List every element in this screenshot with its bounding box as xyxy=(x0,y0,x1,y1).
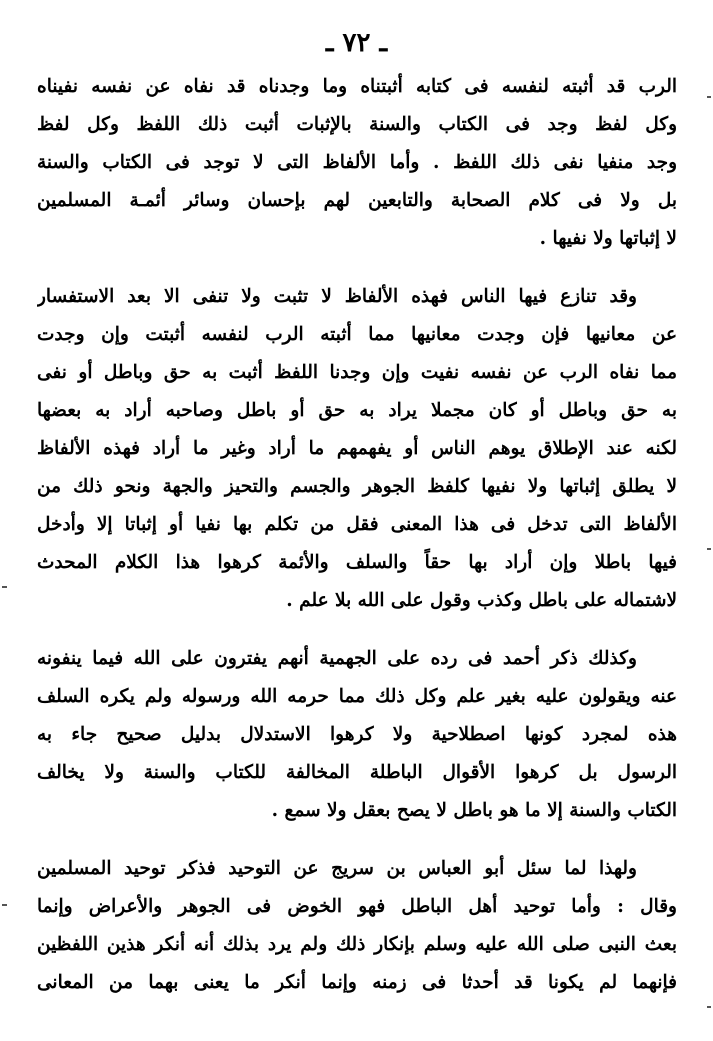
text-line: وجد منفيا نفى ذلك اللفظ . وأما الألفاظ التى لا توجد فى الكتاب والسنة xyxy=(37,152,677,173)
paragraph-3 xyxy=(37,640,677,830)
text-line: وقد تنازع فيها الناس فهذه الألفاظ لا تثبت ولا تنفى الا بعد الاستفسار xyxy=(37,286,637,307)
text-line: لا إثباتها ولا نفيها . xyxy=(539,228,677,249)
scan-mark xyxy=(707,1006,711,1008)
text-line: لا يطلق إثباتها ولا نفيها كلفظ الجوهر والجسم والتحيز والجهة ونحو ذلك من xyxy=(37,476,677,497)
scan-mark xyxy=(707,96,711,98)
text-line: وقال : وأما توحيد أهل الباطل فهو الخوض فى الجوهر والأعراض وإنما xyxy=(37,896,677,917)
text-line: الرسول بل كرهوا الأقوال الباطلة المخالفة للكتاب والسنة ولا يخالف xyxy=(37,762,677,783)
text-line: عن معانيها فإن وجدت معانيها مما أثبته الرب لنفسه أثبتت وإن وجدت xyxy=(37,324,677,345)
body-text xyxy=(37,68,677,1002)
paragraph-2 xyxy=(37,278,677,620)
text-line: مما نفاه الرب عن نفسه نفيت وإن وجدنا اللفظ أثبت به حق وباطل أو نفى xyxy=(37,362,677,383)
text-line: الألفاظ التى تدخل فى هذا المعنى فقل من تكلم بها نفيا أو إثباتا إلا وأدخل xyxy=(37,514,677,535)
text-line: الرب قد أثبته لنفسه فى كتابه أثبتناه وما وجدناه قد نفاه عن نفسه نفيناه xyxy=(37,76,677,97)
text-line: لكنه عند الإطلاق يوهم الناس أو يفهمهم ما أراد وغير ما أراد فهذه الألفاظ xyxy=(37,438,677,459)
page-number: ـ ٧٢ ـ xyxy=(325,28,388,58)
text-line: بل ولا فى كلام الصحابة والتابعين لهم بإحسان وسائر أئمـة المسلمين xyxy=(37,190,677,211)
text-line: لاشتماله على باطل وكذب وقول على الله بلا علم . xyxy=(286,590,677,611)
text-line: هذه لمجرد كونها اصطلاحية ولا كرهوا الاستدلال بدليل صحيح جاء به xyxy=(37,724,677,745)
text-line: الكتاب والسنة إلا ما هو باطل لا يصح بعقل ولا سمع . xyxy=(271,800,677,821)
paragraph-1 xyxy=(37,68,677,258)
text-line: به حق وباطل أو كان مجملا يراد به حق أو باطل وصاحبه أراد به بعضها xyxy=(37,400,677,421)
text-line: فيها باطلا وإن أراد بها حقاً والسلف والأئمة كرهوا هذا الكلام المحدث xyxy=(37,552,677,573)
scan-mark xyxy=(707,548,711,550)
paragraph-4 xyxy=(37,850,677,1002)
text-line: عنه ويقولون عليه بغير علم وكل ذلك مما حرمه الله ورسوله ولم يكره السلف xyxy=(37,686,677,707)
text-line: وكل لفظ وجد فى الكتاب والسنة بالإثبات أثبت ذلك اللفظ وكل لفظ xyxy=(37,114,677,135)
scan-mark xyxy=(2,586,7,588)
text-line: فإنهما لم يكونا قد أحدثا فى زمنه وإنما أنكر ما يعنى بهما من المعانى xyxy=(37,972,677,993)
scan-mark xyxy=(2,904,7,906)
text-line: بعث النبى صلى الله عليه وسلم بإنكار ذلك ولم يرد بذلك أنه أنكر هذين اللفظين xyxy=(37,934,677,955)
text-line: ولهذا لما سئل أبو العباس بن سريج عن التوحيد فذكر توحيد المسلمين xyxy=(37,858,637,879)
text-line: وكذلك ذكر أحمد فى رده على الجهمية أنهم يفترون على الله فيما ينفونه xyxy=(37,648,637,669)
